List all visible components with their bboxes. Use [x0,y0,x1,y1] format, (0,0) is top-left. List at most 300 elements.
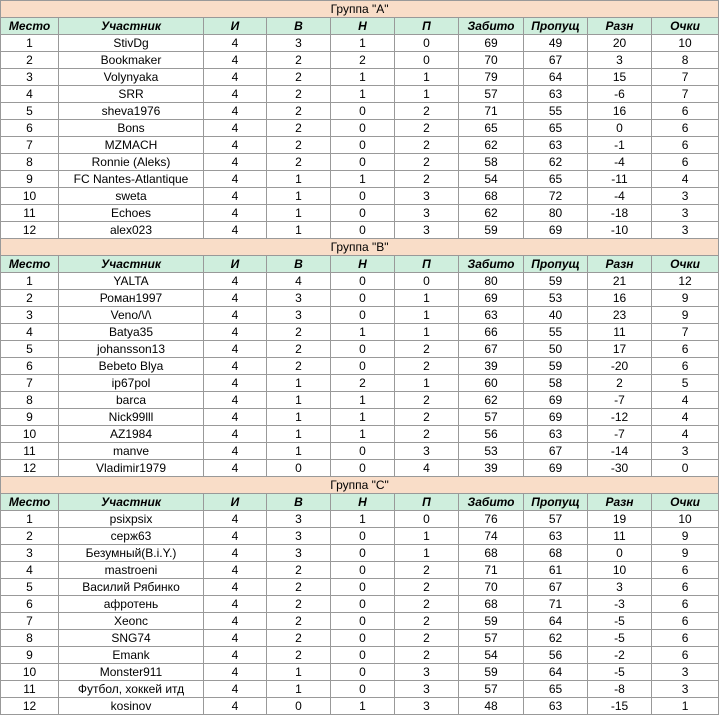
cell-points: 10 [652,511,719,528]
cell-points: 9 [652,528,719,545]
cell-participant: Василий Рябинко [59,579,204,596]
cell-conceded: 67 [524,52,588,69]
cell-scored: 63 [459,307,524,324]
cell-drawn: 0 [331,103,395,120]
cell-scored: 60 [459,375,524,392]
table-row [1,273,719,290]
cell-conceded: 63 [524,528,588,545]
cell-lost: 3 [395,205,459,222]
column-header-row [1,18,719,35]
cell-rank: 1 [1,273,59,290]
cell-lost: 2 [395,137,459,154]
cell-played: 4 [204,120,267,137]
cell-lost: 2 [395,426,459,443]
cell-points: 4 [652,392,719,409]
cell-drawn: 0 [331,273,395,290]
cell-lost: 1 [395,307,459,324]
cell-rank: 10 [1,188,59,205]
cell-diff: 20 [588,35,652,52]
cell-participant: SNG74 [59,630,204,647]
cell-conceded: 71 [524,596,588,613]
cell-conceded: 80 [524,205,588,222]
cell-scored: 59 [459,222,524,239]
cell-drawn: 0 [331,137,395,154]
cell-rank: 9 [1,647,59,664]
cell-points: 7 [652,69,719,86]
cell-rank: 2 [1,290,59,307]
cell-played: 4 [204,545,267,562]
cell-rank: 1 [1,511,59,528]
table-row [1,103,719,120]
table-row [1,596,719,613]
cell-lost: 0 [395,273,459,290]
cell-drawn: 0 [331,630,395,647]
table-row [1,562,719,579]
column-header-diff: Разн [588,256,652,273]
cell-won: 2 [267,103,331,120]
cell-drawn: 0 [331,579,395,596]
column-header-won: В [267,256,331,273]
cell-participant: mastroeni [59,562,204,579]
cell-drawn: 2 [331,375,395,392]
cell-scored: 57 [459,409,524,426]
cell-lost: 2 [395,154,459,171]
cell-played: 4 [204,375,267,392]
cell-conceded: 67 [524,579,588,596]
cell-conceded: 57 [524,511,588,528]
cell-played: 4 [204,647,267,664]
cell-points: 7 [652,324,719,341]
cell-conceded: 49 [524,35,588,52]
cell-won: 4 [267,273,331,290]
table-row [1,171,719,188]
cell-conceded: 72 [524,188,588,205]
cell-points: 4 [652,171,719,188]
cell-won: 1 [267,188,331,205]
table-row [1,613,719,630]
cell-lost: 1 [395,69,459,86]
cell-rank: 11 [1,681,59,698]
column-header-lost: П [395,18,459,35]
column-header-points: Очки [652,18,719,35]
cell-played: 4 [204,205,267,222]
column-header-played: И [204,256,267,273]
cell-diff: 11 [588,324,652,341]
cell-drawn: 1 [331,171,395,188]
cell-scored: 68 [459,545,524,562]
cell-won: 2 [267,120,331,137]
table-row [1,698,719,715]
table-row [1,307,719,324]
cell-drawn: 0 [331,647,395,664]
group-title: Группа "C" [1,477,719,494]
table-row [1,511,719,528]
cell-participant: Bookmaker [59,52,204,69]
cell-diff: 16 [588,103,652,120]
cell-participant: Bebeto Blya [59,358,204,375]
table-row [1,324,719,341]
column-header-participant: Участник [59,256,204,273]
cell-conceded: 62 [524,154,588,171]
cell-scored: 56 [459,426,524,443]
cell-rank: 11 [1,205,59,222]
cell-points: 3 [652,222,719,239]
cell-played: 4 [204,69,267,86]
table-row [1,443,719,460]
cell-conceded: 59 [524,358,588,375]
cell-lost: 3 [395,443,459,460]
cell-conceded: 56 [524,647,588,664]
cell-won: 1 [267,409,331,426]
cell-scored: 54 [459,647,524,664]
cell-won: 2 [267,596,331,613]
cell-scored: 53 [459,443,524,460]
cell-rank: 6 [1,120,59,137]
column-header-drawn: Н [331,18,395,35]
cell-played: 4 [204,86,267,103]
column-header-lost: П [395,256,459,273]
cell-conceded: 55 [524,324,588,341]
cell-won: 2 [267,324,331,341]
cell-points: 9 [652,307,719,324]
cell-diff: 3 [588,579,652,596]
cell-points: 3 [652,443,719,460]
cell-drawn: 0 [331,545,395,562]
cell-diff: -4 [588,188,652,205]
cell-rank: 6 [1,358,59,375]
cell-conceded: 65 [524,681,588,698]
cell-played: 4 [204,630,267,647]
cell-won: 2 [267,69,331,86]
cell-points: 3 [652,681,719,698]
cell-played: 4 [204,443,267,460]
cell-diff: -7 [588,392,652,409]
cell-diff: 21 [588,273,652,290]
cell-conceded: 62 [524,630,588,647]
cell-played: 4 [204,188,267,205]
cell-points: 6 [652,154,719,171]
column-header-participant: Участник [59,18,204,35]
table-row [1,120,719,137]
cell-participant: psixpsix [59,511,204,528]
cell-diff: 16 [588,290,652,307]
table-row [1,188,719,205]
cell-lost: 0 [395,511,459,528]
cell-diff: -3 [588,596,652,613]
cell-participant: Emank [59,647,204,664]
cell-participant: barca [59,392,204,409]
cell-lost: 1 [395,545,459,562]
cell-won: 1 [267,222,331,239]
column-header-conceded: Пропущ [524,494,588,511]
cell-drawn: 0 [331,613,395,630]
column-header-diff: Разн [588,494,652,511]
cell-lost: 2 [395,171,459,188]
cell-played: 4 [204,511,267,528]
table-row [1,545,719,562]
column-header-played: И [204,18,267,35]
group-title-row [1,477,719,494]
cell-rank: 11 [1,443,59,460]
cell-conceded: 68 [524,545,588,562]
cell-drawn: 0 [331,290,395,307]
cell-won: 0 [267,698,331,715]
cell-scored: 62 [459,137,524,154]
cell-lost: 3 [395,664,459,681]
cell-conceded: 59 [524,273,588,290]
cell-played: 4 [204,290,267,307]
cell-rank: 9 [1,409,59,426]
table-row [1,290,719,307]
cell-lost: 3 [395,698,459,715]
cell-scored: 80 [459,273,524,290]
group-title: Группа "A" [1,1,719,18]
cell-drawn: 0 [331,528,395,545]
cell-diff: 11 [588,528,652,545]
cell-won: 2 [267,341,331,358]
cell-conceded: 61 [524,562,588,579]
column-header-scored: Забито [459,256,524,273]
cell-scored: 58 [459,154,524,171]
cell-scored: 69 [459,290,524,307]
cell-lost: 0 [395,35,459,52]
cell-won: 1 [267,171,331,188]
cell-points: 5 [652,375,719,392]
cell-participant: johansson13 [59,341,204,358]
cell-played: 4 [204,171,267,188]
cell-rank: 7 [1,613,59,630]
cell-lost: 3 [395,681,459,698]
cell-conceded: 63 [524,426,588,443]
cell-won: 3 [267,511,331,528]
cell-points: 6 [652,358,719,375]
column-header-won: В [267,494,331,511]
cell-diff: -4 [588,154,652,171]
cell-won: 2 [267,579,331,596]
cell-participant: Echoes [59,205,204,222]
cell-participant: Роман1997 [59,290,204,307]
cell-participant: Vladimir1979 [59,460,204,477]
cell-won: 1 [267,426,331,443]
cell-diff: 3 [588,52,652,69]
cell-rank: 10 [1,664,59,681]
cell-points: 3 [652,205,719,222]
cell-played: 4 [204,358,267,375]
cell-played: 4 [204,613,267,630]
cell-scored: 68 [459,596,524,613]
cell-diff: 17 [588,341,652,358]
group-title: Группа "B" [1,239,719,256]
cell-drawn: 0 [331,460,395,477]
cell-participant: Monster911 [59,664,204,681]
cell-conceded: 58 [524,375,588,392]
cell-scored: 71 [459,562,524,579]
cell-conceded: 63 [524,137,588,154]
cell-drawn: 0 [331,341,395,358]
cell-scored: 39 [459,358,524,375]
cell-diff: -18 [588,205,652,222]
cell-participant: Nick99lll [59,409,204,426]
cell-points: 6 [652,120,719,137]
cell-won: 1 [267,681,331,698]
cell-rank: 12 [1,222,59,239]
cell-diff: -10 [588,222,652,239]
cell-participant: sheva1976 [59,103,204,120]
cell-diff: -14 [588,443,652,460]
cell-drawn: 2 [331,52,395,69]
cell-participant: Xeonc [59,613,204,630]
cell-points: 3 [652,188,719,205]
cell-conceded: 64 [524,613,588,630]
table-row [1,392,719,409]
cell-diff: 2 [588,375,652,392]
cell-lost: 2 [395,120,459,137]
cell-rank: 12 [1,698,59,715]
cell-rank: 7 [1,375,59,392]
column-header-conceded: Пропущ [524,18,588,35]
cell-rank: 2 [1,52,59,69]
cell-scored: 39 [459,460,524,477]
cell-scored: 62 [459,392,524,409]
cell-participant: Batya35 [59,324,204,341]
cell-participant: FC Nantes-Atlantique [59,171,204,188]
cell-conceded: 69 [524,409,588,426]
cell-scored: 48 [459,698,524,715]
cell-rank: 4 [1,86,59,103]
cell-conceded: 65 [524,120,588,137]
cell-diff: -7 [588,426,652,443]
cell-rank: 4 [1,324,59,341]
cell-scored: 71 [459,103,524,120]
cell-scored: 57 [459,86,524,103]
cell-participant: Veno/\/\ [59,307,204,324]
cell-lost: 2 [395,596,459,613]
cell-conceded: 40 [524,307,588,324]
cell-participant: Футбол, хоккей итд [59,681,204,698]
cell-points: 1 [652,698,719,715]
cell-drawn: 1 [331,392,395,409]
cell-diff: -30 [588,460,652,477]
cell-drawn: 1 [331,69,395,86]
cell-participant: kosinov [59,698,204,715]
cell-played: 4 [204,409,267,426]
table-row [1,409,719,426]
table-row [1,205,719,222]
cell-played: 4 [204,664,267,681]
cell-lost: 2 [395,613,459,630]
cell-won: 0 [267,460,331,477]
cell-lost: 2 [395,392,459,409]
cell-won: 2 [267,137,331,154]
cell-played: 4 [204,35,267,52]
cell-rank: 6 [1,596,59,613]
table-row [1,375,719,392]
cell-participant: ip67pol [59,375,204,392]
cell-played: 4 [204,324,267,341]
cell-played: 4 [204,137,267,154]
cell-lost: 1 [395,375,459,392]
cell-won: 1 [267,392,331,409]
column-header-rank: Место [1,494,59,511]
cell-diff: 23 [588,307,652,324]
cell-diff: -11 [588,171,652,188]
table-row [1,664,719,681]
column-header-scored: Забито [459,494,524,511]
cell-points: 12 [652,273,719,290]
cell-diff: -5 [588,613,652,630]
cell-lost: 4 [395,460,459,477]
cell-won: 2 [267,630,331,647]
table-row [1,154,719,171]
cell-diff: -2 [588,647,652,664]
cell-played: 4 [204,154,267,171]
table-row [1,460,719,477]
cell-lost: 1 [395,86,459,103]
table-row [1,630,719,647]
cell-drawn: 1 [331,35,395,52]
cell-scored: 57 [459,630,524,647]
cell-played: 4 [204,341,267,358]
cell-won: 3 [267,290,331,307]
cell-drawn: 0 [331,205,395,222]
cell-played: 4 [204,562,267,579]
cell-conceded: 69 [524,392,588,409]
column-header-row [1,494,719,511]
cell-won: 2 [267,562,331,579]
group-title-row [1,1,719,18]
cell-conceded: 65 [524,171,588,188]
cell-scored: 69 [459,35,524,52]
cell-participant: SRR [59,86,204,103]
column-header-diff: Разн [588,18,652,35]
cell-played: 4 [204,307,267,324]
cell-lost: 2 [395,579,459,596]
cell-lost: 2 [395,358,459,375]
column-header-played: И [204,494,267,511]
cell-points: 6 [652,579,719,596]
cell-participant: sweta [59,188,204,205]
cell-points: 7 [652,86,719,103]
cell-conceded: 53 [524,290,588,307]
cell-conceded: 64 [524,664,588,681]
cell-participant: Безумный(B.i.Y.) [59,545,204,562]
cell-participant: Bons [59,120,204,137]
cell-participant: серж63 [59,528,204,545]
group-title-row [1,239,719,256]
cell-points: 6 [652,341,719,358]
cell-scored: 76 [459,511,524,528]
cell-drawn: 0 [331,307,395,324]
cell-rank: 3 [1,69,59,86]
cell-drawn: 1 [331,409,395,426]
table-row [1,358,719,375]
cell-drawn: 1 [331,698,395,715]
cell-diff: 19 [588,511,652,528]
cell-diff: -6 [588,86,652,103]
cell-points: 8 [652,52,719,69]
cell-diff: -12 [588,409,652,426]
cell-diff: 10 [588,562,652,579]
cell-rank: 9 [1,171,59,188]
cell-participant: YALTA [59,273,204,290]
cell-drawn: 0 [331,664,395,681]
cell-drawn: 0 [331,562,395,579]
cell-played: 4 [204,222,267,239]
cell-lost: 2 [395,562,459,579]
cell-points: 6 [652,613,719,630]
cell-rank: 2 [1,528,59,545]
cell-played: 4 [204,596,267,613]
